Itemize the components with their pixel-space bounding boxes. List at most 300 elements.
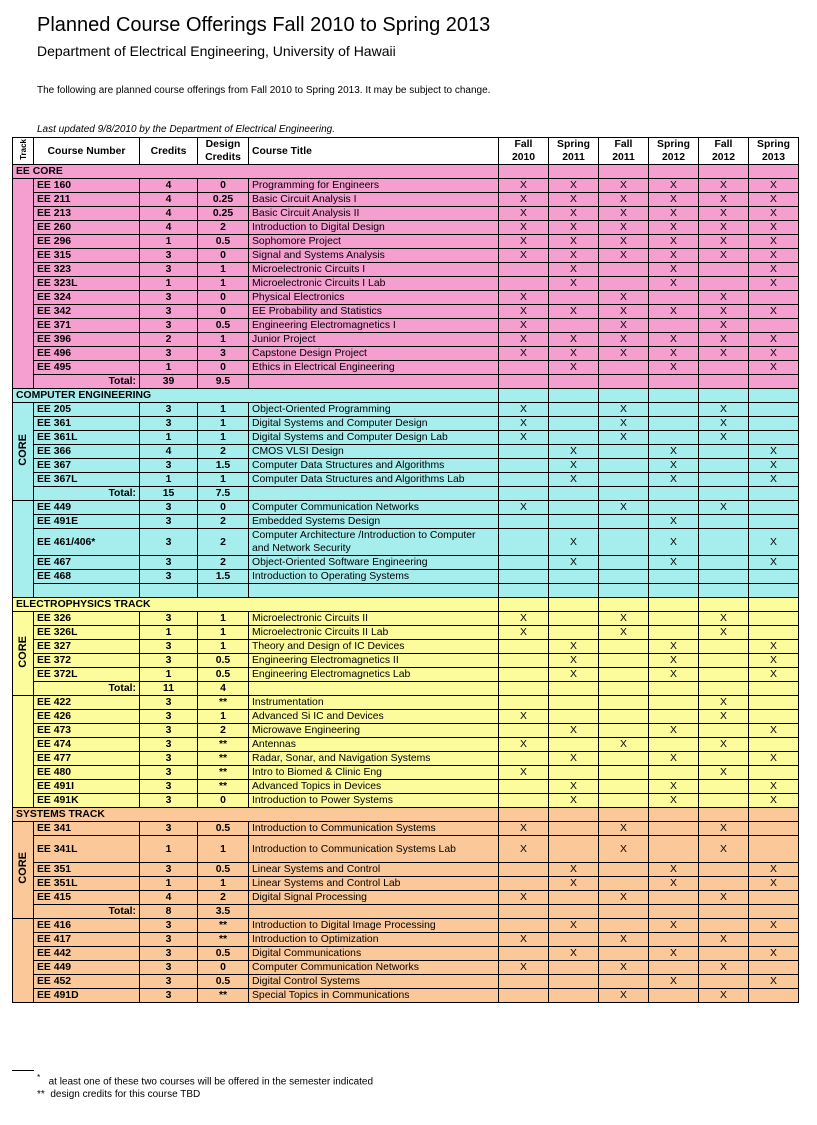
design-credits: 1 xyxy=(198,431,249,445)
course-number: EE 491I xyxy=(34,780,140,794)
empty-cell xyxy=(499,808,549,822)
credits: 3 xyxy=(140,570,198,584)
credits: 4 xyxy=(140,221,198,235)
empty-cell xyxy=(249,487,499,501)
empty-cell xyxy=(599,165,649,179)
course-title: Basic Circuit Analysis I xyxy=(249,193,499,207)
semester-mark: X xyxy=(599,249,649,263)
design-credits: 0.25 xyxy=(198,207,249,221)
semester-mark: X xyxy=(749,529,799,556)
course-number: EE 323L xyxy=(34,277,140,291)
total-credits: 8 xyxy=(140,905,198,919)
course-title: Digital Systems and Computer Design xyxy=(249,417,499,431)
semester-mark xyxy=(499,668,549,682)
semester-mark xyxy=(499,724,549,738)
track-label: CORE xyxy=(16,852,29,884)
total-design-credits: 3.5 xyxy=(198,905,249,919)
semester-mark: X xyxy=(599,626,649,640)
semester-mark xyxy=(749,836,799,863)
empty-cell xyxy=(649,375,699,389)
course-title: Computer Communication Networks xyxy=(249,501,499,515)
semester-mark xyxy=(649,570,699,584)
semester-mark: X xyxy=(499,249,549,263)
design-credits: 0.5 xyxy=(198,975,249,989)
course-number: EE 315 xyxy=(34,249,140,263)
semester-mark xyxy=(499,556,549,570)
semester-mark: X xyxy=(599,403,649,417)
semester-mark xyxy=(649,961,699,975)
course-title: Capstone Design Project xyxy=(249,347,499,361)
total-label: Total: xyxy=(34,487,140,501)
semester-mark: X xyxy=(549,333,599,347)
semester-mark xyxy=(549,975,599,989)
section-header-row xyxy=(13,389,799,403)
semester-mark: X xyxy=(649,975,699,989)
empty-cell xyxy=(699,375,749,389)
semester-mark xyxy=(749,626,799,640)
design-credits: 1 xyxy=(198,640,249,654)
table-row xyxy=(13,710,799,724)
semester-mark xyxy=(499,640,549,654)
last-updated-note: Last updated 9/8/2010 by the Department of Electrical Engineering. xyxy=(37,124,335,135)
track-cell xyxy=(13,403,34,501)
semester-mark: X xyxy=(749,975,799,989)
credits: 3 xyxy=(140,794,198,808)
semester-mark xyxy=(599,654,649,668)
semester-mark: X xyxy=(549,724,599,738)
course-number: EE 473 xyxy=(34,724,140,738)
empty-cell xyxy=(499,389,549,403)
semester-mark xyxy=(549,822,599,836)
semester-mark xyxy=(499,459,549,473)
table-row xyxy=(13,347,799,361)
semester-mark xyxy=(549,933,599,947)
semester-mark xyxy=(699,654,749,668)
semester-mark: X xyxy=(649,780,699,794)
total-credits: 39 xyxy=(140,375,198,389)
semester-mark: X xyxy=(749,305,799,319)
semester-mark: X xyxy=(699,501,749,515)
design-credits: ** xyxy=(198,933,249,947)
credits: 3 xyxy=(140,263,198,277)
course-title: Linear Systems and Control Lab xyxy=(249,877,499,891)
course-number: EE 422 xyxy=(34,696,140,710)
table-row xyxy=(13,263,799,277)
semester-mark xyxy=(649,319,699,333)
table-row xyxy=(13,193,799,207)
design-credits: 2 xyxy=(198,724,249,738)
course-number: EE 326 xyxy=(34,612,140,626)
table-row xyxy=(13,724,799,738)
empty-cell xyxy=(549,808,599,822)
semester-mark: X xyxy=(549,193,599,207)
semester-mark xyxy=(499,473,549,487)
credits xyxy=(140,584,198,598)
design-credits: 0.5 xyxy=(198,319,249,333)
semester-mark xyxy=(549,961,599,975)
course-number: EE 160 xyxy=(34,179,140,193)
semester-mark xyxy=(649,738,699,752)
table-row xyxy=(13,277,799,291)
semester-mark: X xyxy=(699,403,749,417)
semester-mark xyxy=(699,361,749,375)
semester-mark xyxy=(649,417,699,431)
semester-mark xyxy=(549,417,599,431)
table-row xyxy=(13,766,799,780)
empty-cell xyxy=(699,165,749,179)
table-row xyxy=(13,836,799,863)
semester-mark: X xyxy=(699,738,749,752)
course-title: Engineering Electromagnetics Lab xyxy=(249,668,499,682)
course-title: Computer Communication Networks xyxy=(249,961,499,975)
semester-mark xyxy=(649,989,699,1003)
course-number: EE 415 xyxy=(34,891,140,905)
course-number: EE 449 xyxy=(34,961,140,975)
semester-mark xyxy=(599,752,649,766)
design-credits: 2 xyxy=(198,529,249,556)
credits: 1 xyxy=(140,473,198,487)
course-title: Advanced Topics in Devices xyxy=(249,780,499,794)
semester-mark: X xyxy=(549,668,599,682)
table-row xyxy=(13,473,799,487)
semester-mark xyxy=(499,515,549,529)
credits: 3 xyxy=(140,612,198,626)
semester-mark xyxy=(549,891,599,905)
credits: 3 xyxy=(140,738,198,752)
semester-mark xyxy=(549,766,599,780)
course-title: EE Probability and Statistics xyxy=(249,305,499,319)
semester-mark xyxy=(549,570,599,584)
design-credits: 0 xyxy=(198,249,249,263)
table-row xyxy=(13,584,799,598)
semester-mark xyxy=(649,696,699,710)
empty-cell xyxy=(699,808,749,822)
total-row xyxy=(13,682,799,696)
course-title: Physical Electronics xyxy=(249,291,499,305)
semester-mark: X xyxy=(549,361,599,375)
semester-mark: X xyxy=(599,891,649,905)
semester-mark: X xyxy=(749,263,799,277)
empty-cell xyxy=(749,598,799,612)
semester-mark: X xyxy=(499,179,549,193)
course-number: EE 461/406* xyxy=(34,529,140,556)
semester-mark: X xyxy=(649,221,699,235)
semester-mark: X xyxy=(649,863,699,877)
table-row xyxy=(13,235,799,249)
semester-mark: X xyxy=(699,417,749,431)
footnotes xyxy=(37,1069,373,1103)
credits: 3 xyxy=(140,556,198,570)
semester-mark xyxy=(599,766,649,780)
table-row xyxy=(13,319,799,333)
course-number: EE 205 xyxy=(34,403,140,417)
semester-mark xyxy=(599,780,649,794)
semester-mark xyxy=(649,403,699,417)
credits: 3 xyxy=(140,319,198,333)
semester-mark: X xyxy=(499,891,549,905)
footnote-star-mark: * xyxy=(37,1072,41,1082)
course-title: Object-Oriented Software Engineering xyxy=(249,556,499,570)
empty-cell xyxy=(549,905,599,919)
semester-mark: X xyxy=(499,626,549,640)
semester-mark: X xyxy=(549,445,599,459)
semester-mark xyxy=(499,975,549,989)
semester-mark xyxy=(749,403,799,417)
track-cell xyxy=(13,696,34,808)
semester-mark: X xyxy=(749,193,799,207)
table-row xyxy=(13,696,799,710)
semester-mark xyxy=(699,584,749,598)
course-number: EE 351 xyxy=(34,863,140,877)
semester-mark xyxy=(699,780,749,794)
semester-mark xyxy=(599,877,649,891)
semester-mark xyxy=(599,361,649,375)
course-title: Microelectronic Circuits I xyxy=(249,263,499,277)
semester-mark: X xyxy=(699,626,749,640)
design-credits: ** xyxy=(198,919,249,933)
table-row xyxy=(13,863,799,877)
section-title: COMPUTER ENGINEERING xyxy=(13,389,499,403)
semester-mark xyxy=(499,696,549,710)
design-credits: 1 xyxy=(198,612,249,626)
course-number: EE 372 xyxy=(34,654,140,668)
semester-mark xyxy=(649,822,699,836)
semester-mark xyxy=(599,529,649,556)
semester-mark: X xyxy=(749,654,799,668)
credits: 2 xyxy=(140,333,198,347)
semester-mark xyxy=(699,515,749,529)
credits: 3 xyxy=(140,752,198,766)
empty-cell xyxy=(649,808,699,822)
semester-mark xyxy=(749,822,799,836)
credits: 3 xyxy=(140,780,198,794)
empty-cell xyxy=(549,389,599,403)
semester-mark: X xyxy=(649,919,699,933)
semester-mark xyxy=(599,919,649,933)
semester-mark: X xyxy=(499,305,549,319)
empty-cell xyxy=(599,375,649,389)
table-row xyxy=(13,640,799,654)
table-row xyxy=(13,989,799,1003)
semester-mark: X xyxy=(649,794,699,808)
semester-mark xyxy=(599,445,649,459)
semester-mark: X xyxy=(649,277,699,291)
semester-mark: X xyxy=(699,305,749,319)
empty-cell xyxy=(749,389,799,403)
total-design-credits: 4 xyxy=(198,682,249,696)
course-title: Object-Oriented Programming xyxy=(249,403,499,417)
design-credits: ** xyxy=(198,780,249,794)
course-number: EE 467 xyxy=(34,556,140,570)
credits: 4 xyxy=(140,891,198,905)
course-number: EE 442 xyxy=(34,947,140,961)
table-row xyxy=(13,361,799,375)
table-row xyxy=(13,179,799,193)
semester-mark: X xyxy=(749,347,799,361)
table-row xyxy=(13,626,799,640)
credits: 3 xyxy=(140,933,198,947)
credits: 3 xyxy=(140,947,198,961)
semester-mark xyxy=(699,919,749,933)
table-row xyxy=(13,738,799,752)
header-semester: Fall 2011 xyxy=(599,138,649,165)
semester-mark xyxy=(599,710,649,724)
empty-cell xyxy=(599,487,649,501)
semester-mark: X xyxy=(599,305,649,319)
semester-mark xyxy=(699,445,749,459)
empty-cell xyxy=(649,905,699,919)
credits: 3 xyxy=(140,417,198,431)
header-semester: Spring 2012 xyxy=(649,138,699,165)
footnote-double-star-text: design credits for this course TBD xyxy=(50,1089,201,1101)
semester-mark xyxy=(499,947,549,961)
semester-mark xyxy=(749,417,799,431)
course-number: EE 396 xyxy=(34,333,140,347)
course-title: Introduction to Communication Systems Lab xyxy=(249,836,499,863)
total-label: Total: xyxy=(34,682,140,696)
design-credits: 1 xyxy=(198,710,249,724)
semester-mark xyxy=(549,319,599,333)
credits: 3 xyxy=(140,654,198,668)
semester-mark: X xyxy=(749,221,799,235)
semester-mark: X xyxy=(599,933,649,947)
course-number: EE 326L xyxy=(34,626,140,640)
semester-mark: X xyxy=(649,473,699,487)
header-semester: Spring 2011 xyxy=(549,138,599,165)
semester-mark xyxy=(549,836,599,863)
semester-mark: X xyxy=(549,459,599,473)
course-title: Instrumentation xyxy=(249,696,499,710)
semester-mark: X xyxy=(599,612,649,626)
table-body xyxy=(13,165,799,1003)
semester-mark: X xyxy=(649,640,699,654)
header-semester: Fall 2010 xyxy=(499,138,549,165)
semester-mark: X xyxy=(749,752,799,766)
header-track: Track xyxy=(13,138,34,165)
credits: 3 xyxy=(140,989,198,1003)
credits: 4 xyxy=(140,193,198,207)
semester-mark: X xyxy=(499,501,549,515)
design-credits: ** xyxy=(198,738,249,752)
empty-cell xyxy=(749,905,799,919)
table-row xyxy=(13,249,799,263)
credits: 3 xyxy=(140,975,198,989)
semester-mark xyxy=(699,877,749,891)
header-credits: Credits xyxy=(140,138,198,165)
semester-mark: X xyxy=(749,668,799,682)
design-credits: 0 xyxy=(198,794,249,808)
empty-cell xyxy=(599,808,649,822)
semester-mark: X xyxy=(499,221,549,235)
design-credits: 2 xyxy=(198,445,249,459)
course-title: Antennas xyxy=(249,738,499,752)
course-title: Engineering Electromagnetics I xyxy=(249,319,499,333)
semester-mark xyxy=(699,863,749,877)
semester-mark xyxy=(599,724,649,738)
total-row xyxy=(13,905,799,919)
footnote-star-text: at least one of these two courses will be offered in the semester indicated xyxy=(48,1076,374,1088)
empty-cell xyxy=(499,682,549,696)
semester-mark: X xyxy=(749,877,799,891)
semester-mark: X xyxy=(749,473,799,487)
semester-mark: X xyxy=(699,696,749,710)
semester-mark: X xyxy=(649,515,699,529)
semester-mark: X xyxy=(649,947,699,961)
semester-mark: X xyxy=(499,417,549,431)
semester-mark: X xyxy=(499,235,549,249)
table-row xyxy=(13,515,799,529)
credits: 3 xyxy=(140,347,198,361)
semester-mark xyxy=(549,738,599,752)
semester-mark: X xyxy=(549,654,599,668)
course-title: CMOS VLSI Design xyxy=(249,445,499,459)
empty-cell xyxy=(649,389,699,403)
semester-mark: X xyxy=(499,822,549,836)
table-row xyxy=(13,431,799,445)
semester-mark xyxy=(649,766,699,780)
credits: 3 xyxy=(140,919,198,933)
table-row xyxy=(13,207,799,221)
course-number: EE 213 xyxy=(34,207,140,221)
empty-cell xyxy=(649,165,699,179)
design-credits: ** xyxy=(198,989,249,1003)
design-credits: 0.5 xyxy=(198,947,249,961)
semester-mark: X xyxy=(749,235,799,249)
semester-mark: X xyxy=(499,333,549,347)
design-credits: ** xyxy=(198,696,249,710)
semester-mark: X xyxy=(549,640,599,654)
course-title: Theory and Design of IC Devices xyxy=(249,640,499,654)
semester-mark: X xyxy=(499,347,549,361)
semester-mark: X xyxy=(749,179,799,193)
semester-mark: X xyxy=(749,556,799,570)
track-label: CORE xyxy=(16,635,29,668)
empty-cell xyxy=(499,598,549,612)
course-number: EE 366 xyxy=(34,445,140,459)
design-credits: 1 xyxy=(198,277,249,291)
credits: 3 xyxy=(140,501,198,515)
course-number: EE 480 xyxy=(34,766,140,780)
semester-mark xyxy=(699,529,749,556)
credits: 1 xyxy=(140,836,198,863)
course-number: EE 474 xyxy=(34,738,140,752)
semester-mark: X xyxy=(499,207,549,221)
semester-mark: X xyxy=(599,738,649,752)
semester-mark: X xyxy=(649,361,699,375)
semester-mark xyxy=(749,612,799,626)
semester-mark: X xyxy=(699,193,749,207)
course-title: Computer Architecture /Introduction to Computer and Network Security xyxy=(249,529,499,556)
credits: 3 xyxy=(140,403,198,417)
table-row xyxy=(13,556,799,570)
semester-mark: X xyxy=(649,459,699,473)
track-cell xyxy=(13,179,34,389)
semester-mark: X xyxy=(649,347,699,361)
course-title: Introduction to Power Systems xyxy=(249,794,499,808)
course-title: Basic Circuit Analysis II xyxy=(249,207,499,221)
empty-cell xyxy=(749,487,799,501)
design-credits: 1 xyxy=(198,877,249,891)
course-number: EE 491K xyxy=(34,794,140,808)
semester-mark: X xyxy=(649,752,699,766)
semester-mark xyxy=(649,710,699,724)
track-cell xyxy=(13,822,34,919)
semester-mark: X xyxy=(749,794,799,808)
total-label: Total: xyxy=(34,375,140,389)
credits: 3 xyxy=(140,640,198,654)
course-title: Introduction to Digital Design xyxy=(249,221,499,235)
table-row xyxy=(13,752,799,766)
